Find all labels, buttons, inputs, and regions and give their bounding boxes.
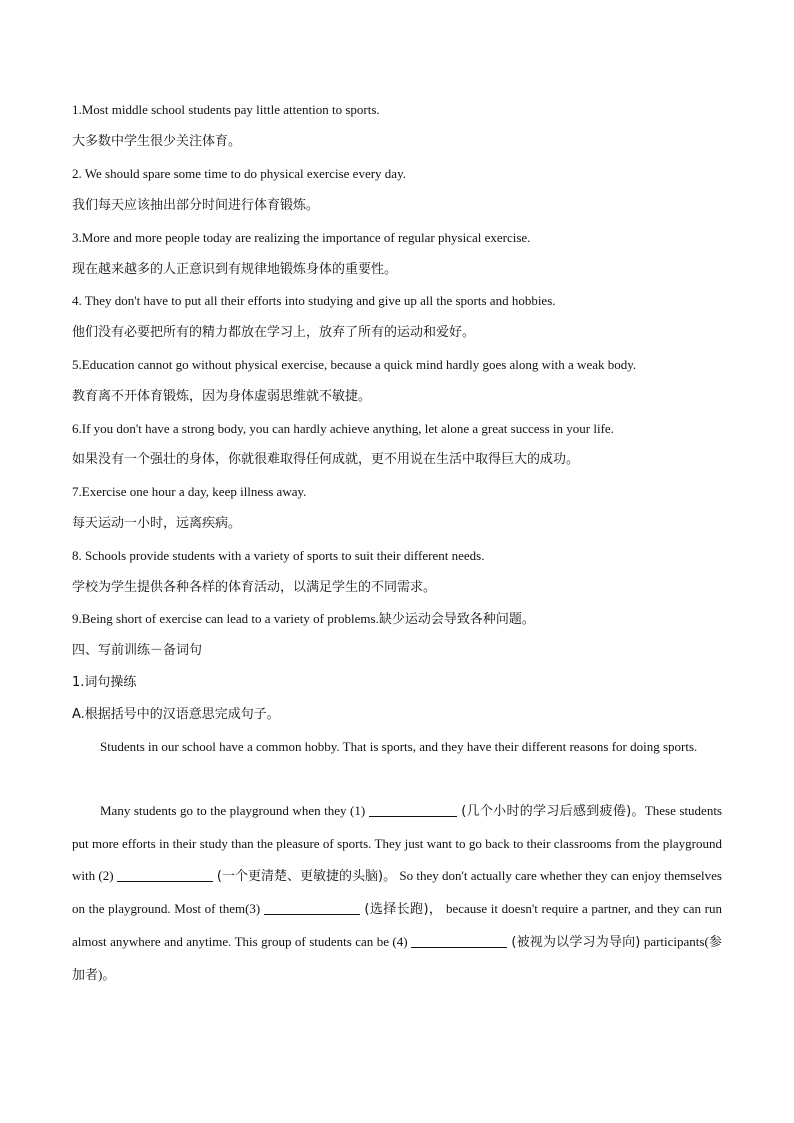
answer-blank-2[interactable] [117,867,213,882]
passage-text-a: Many students go to the playground when they (1) [100,803,369,818]
sentence-7-en: 7.Exercise one hour a day, keep illness away. [72,484,307,499]
sentence-2-en: 2. We should spare some time to do physical exercise every day. [72,166,406,181]
subsection-heading: 1.词句操练 [72,675,137,690]
sentence-6-zh: 如果没有一个强壮的身体，你就很难取得任何成就，更不用说在生活中取得巨大的成功。 [72,452,580,467]
passage-text-e: participants(参加者)。 [72,934,722,982]
sentence-9 [72,610,722,629]
sentence-2-zh: 我们每天应该抽出部分时间进行体育锻炼。 [72,198,320,213]
sentence-3-en: 3.More and more people today are realizing the importance of regular physical exercise. [72,230,531,245]
passage-paragraph-2 [72,795,722,991]
sentence-6-en: 6.If you don't have a strong body, you can hardly achieve anything, let alone a great success in your life. [72,421,614,436]
sentence-3-zh: 现在越来越多的人正意识到有规律地锻炼身体的重要性。 [72,262,398,277]
passage-text-c: So they don't actually care whether they can enjoy themselves on the playground. Most of them(3) [72,868,722,916]
sentence-8-en: 8. Schools provide students with a variety of sports to suit their different needs. [72,548,485,563]
section-heading: 四、写前训练－备词句 [72,643,203,658]
sentence-5-zh: 教育离不开体育锻炼，因为身体虚弱思维就不敏捷。 [72,389,372,404]
sentence-5-en: 5.Education cannot go without physical exercise, because a quick mind hardly goes along with a weak body. [72,357,637,372]
hint-3: (选择长跑)， [359,902,443,917]
hint-4: (被视为以学习为导向) [507,935,641,950]
sentence-4-en: 4. They don't have to put all their efforts into studying and give up all the sports and hobbies. [72,293,556,308]
sentence-9-zh: 缺少运动会导致各种问题。 [378,612,535,627]
sentence-9-en: 9.Being short of exercise can lead to a variety of problems. [72,611,379,626]
answer-blank-1[interactable] [369,802,457,817]
passage-text-d: because it doesn't require a partner, and they can run almost anywhere and anytime. This group of students can be (4) [72,901,722,949]
exercise-instruction: A.根据括号中的汉语意思完成句子。 [72,707,280,722]
hint-1: (几个小时的学习后感到疲倦)。 [456,804,645,819]
answer-blank-4[interactable] [411,933,507,948]
sentence-1-en: 1.Most middle school students pay little attention to sports. [72,102,380,117]
sentence-4-zh: 他们没有必要把所有的精力都放在学习上，放弃了所有的运动和爱好。 [72,325,476,340]
sentence-8-zh: 学校为学生提供各种各样的体育活动，以满足学生的不同需求。 [72,580,437,595]
sentence-1-zh: 大多数中学生很少关注体育。 [72,134,242,149]
hint-2: (一个更清楚、更敏捷的头脑)。 [212,869,397,884]
passage-text-b: These students put more efforts in their study than the pleasure of sports. They just want to go back to their classrooms from the playground with (2) [72,803,722,883]
passage-paragraph-1: Students in our school have a common hobby. That is sports, and they have their different reasons for doing sports. [100,739,698,754]
answer-blank-3[interactable] [264,900,360,915]
sentence-7-zh: 每天运动一小时，远离疾病。 [72,516,242,531]
